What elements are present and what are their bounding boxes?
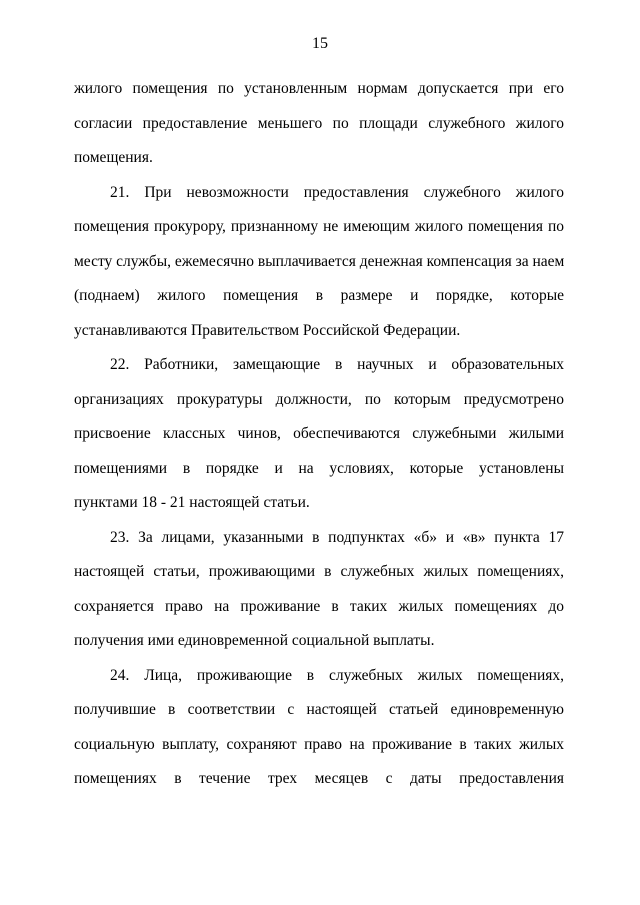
text-line: пунктами 18 - 21 настоящей статьи.	[74, 494, 310, 511]
text-line: (поднаем) жилого помещения в размере и порядке, которые	[74, 287, 564, 304]
text-line: устанавливаются Правительством Российской Федерации.	[74, 321, 461, 339]
text-line: получения ими единовременной социальной выплаты.	[74, 632, 435, 649]
page-number: 15	[312, 35, 328, 52]
paragraph-23	[74, 521, 564, 659]
text-line: помещениях в течение трех месяцев с даты предоставления	[74, 770, 564, 787]
text-line: помещения прокурору, признанному не имеющим жилого помещения по	[74, 218, 564, 235]
document-body	[74, 72, 564, 797]
text-line: организациях прокуратуры должности, по которым предусмотрено	[74, 390, 564, 408]
paragraph-continuation	[74, 72, 564, 176]
paragraph-22	[74, 348, 564, 521]
text-line: настоящей статьи, проживающими в служебных жилых помещениях,	[74, 563, 564, 580]
text-line: получившие в соответствии с настоящей статьей единовременную	[74, 701, 564, 718]
text-line: 23. За лицами, указанными в подпунктах «б» и «в» пункта 17	[110, 528, 564, 546]
text-line: социальную выплату, сохраняют право на проживание в таких жилых	[74, 735, 564, 753]
paragraph-24	[74, 659, 564, 797]
text-line: присвоение классных чинов, обеспечиваются служебными жилыми	[74, 425, 564, 442]
text-line: помещениями в порядке и на условиях, которые установлены	[74, 459, 564, 477]
text-line: 24. Лица, проживающие в служебных жилых помещениях,	[110, 666, 564, 684]
paragraph-21	[74, 176, 564, 349]
text-line: месту службы, ежемесячно выплачивается денежная компенсация за наем	[74, 252, 565, 270]
text-line: помещения.	[74, 149, 153, 166]
text-line: согласии предоставление меньшего по площади служебного жилого	[74, 114, 564, 132]
text-line: 22. Работники, замещающие в научных и образовательных	[110, 356, 564, 373]
text-line: сохраняется право на проживание в таких жилых помещениях до	[74, 597, 564, 615]
text-line: 21. При невозможности предоставления служебного жилого	[110, 183, 564, 201]
text-line: жилого помещения по установленным нормам допускается при его	[74, 80, 564, 97]
